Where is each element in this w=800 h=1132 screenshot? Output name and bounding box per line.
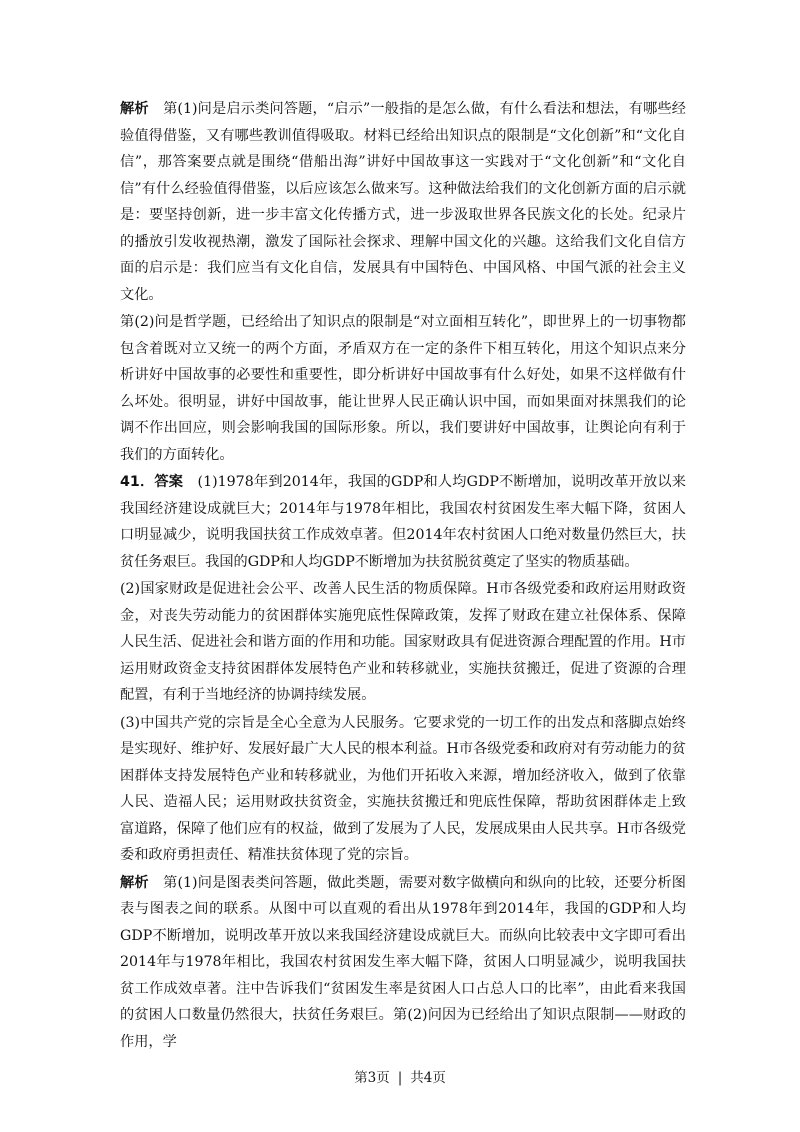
- paragraph-answer-41: [120, 469, 686, 575]
- label-jiexi: 解析: [120, 874, 149, 891]
- page-total: 共4页: [410, 1070, 446, 1086]
- page-number: 第3页: [354, 1070, 390, 1086]
- paragraph-text: 第(1)问是图表类问答题，做此类题，需要对数字做横向和纵向的比较，还要分析图表与图表之间的联系。从图中可以直观的看出从1978年到2014年，我国的GDP和人均GDP不断增加，说明改革开放以来我国经济建设成就巨大。而纵向比较表中文字即可看出2014年与1978年相比，我国农村贫困发生率大幅下降，贫困人口明显减少，说明我国扶贫工作成效卓著。注中告诉我们“贫困发生率是贫困人口占总人口的比率”，由此看来我国的贫困人口数量仍然很大，扶贫任务艰巨。第(2)问因为已经给出了知识点限制——财政的作用，学: [120, 874, 686, 1050]
- footer-separator: |: [397, 1070, 403, 1086]
- label-jiexi: 解析: [120, 101, 149, 117]
- paragraph-answer-2: [120, 576, 686, 709]
- paragraph-text: (3)中国共产党的宗旨是全心全意为人民服务。它要求党的一切工作的出发点和落脚点始终是实现好、维护好、发展好最广大人民的根本利益。H市各级党委和政府对有劳动能力的贫困群体支持发展特色产业和转移就业，为他们开拓收入来源，增加经济收入，做到了依靠人民、造福人民；运用财政扶贫资金，实施扶贫搬迁和兜底性保障，帮助贫困群体走上致富道路，保障了他们应有的权益，做到了发展为了人民，发展成果由人民共享。H市各级党委和政府勇担责任、精准扶贫体现了党的宗旨。: [120, 714, 686, 863]
- paragraph-analysis-1: [120, 96, 686, 308]
- paragraph-text: 第(2)问是哲学题，已经给出了知识点的限制是“对立面相互转化”，即世界上的一切事物都包含着既对立又统一的两个方面，矛盾双方在一定的条件下相互转化，用这个知识点来分析讲好中国故事的必要性和重要性，即分析讲好中国故事有什么好处，如果不这样做有什么坏处。很明显，讲好中国故事，能让世界人民正确认识中国，而如果面对抹黑我们的论调不作出回应，则会影响我国的国际形象。所以，我们要讲好中国故事，让舆论向有利于我们的方面转化。: [120, 314, 686, 463]
- label-answer: 41．答案: [120, 474, 184, 490]
- paragraph-answer-3: [120, 710, 686, 869]
- page-footer: [0, 1066, 800, 1086]
- paragraph-text: 第(1)问是启示类问答题，“启示”一般指的是怎么做，有什么看法和想法，有哪些经验值得借鉴，又有哪些教训值得吸取。材料已经给出知识点的限制是“文化创新”和“文化自信”，那答案要点就是围绕“借船出海”讲好中国故事这一实践对于“文化创新”和“文化自信”有什么经验值得借鉴，以后应该怎么做来写。这种做法给我们的文化创新方面的启示就是：要坚持创新，进一步丰富文化传播方式，进一步汲取世界各民族文化的长处。纪录片的播放引发收视热潮，激发了国际社会探求、理解中国文化的兴趣。这给我们文化自信方面的启示是：我们应当有文化自信，发展具有中国特色、中国风格、中国气派的社会主义文化。: [120, 101, 686, 303]
- paragraph-analysis-2: [120, 309, 686, 468]
- document-body: [120, 96, 686, 1056]
- paragraph-analysis-41: [120, 870, 686, 1056]
- paragraph-text: (2)国家财政是促进社会公平、改善人民生活的物质保障。H市各级党委和政府运用财政资金，对丧失劳动能力的贫困群体实施兜底性保障政策，发挥了财政在建立社保体系、保障人民生活、促进社会和谐方面的作用和功能。国家财政具有促进资源合理配置的作用。H市运用财政资金支持贫困群体发展特色产业和转移就业，实施扶贫搬迁，促进了资源的合理配置，有利于当地经济的协调持续发展。: [120, 581, 686, 703]
- paragraph-text: (1)1978年到2014年，我国的GDP和人均GDP不断增加，说明改革开放以来我国经济建设成就巨大；2014年与1978年相比，我国农村贫困发生率大幅下降，贫困人口明显减少，说明我国扶贫工作成效卓著。但2014年农村贫困人口绝对数量仍然巨大，扶贫任务艰巨。我国的GDP和人均GDP不断增加为扶贫脱贫奠定了坚实的物质基础。: [120, 474, 686, 570]
